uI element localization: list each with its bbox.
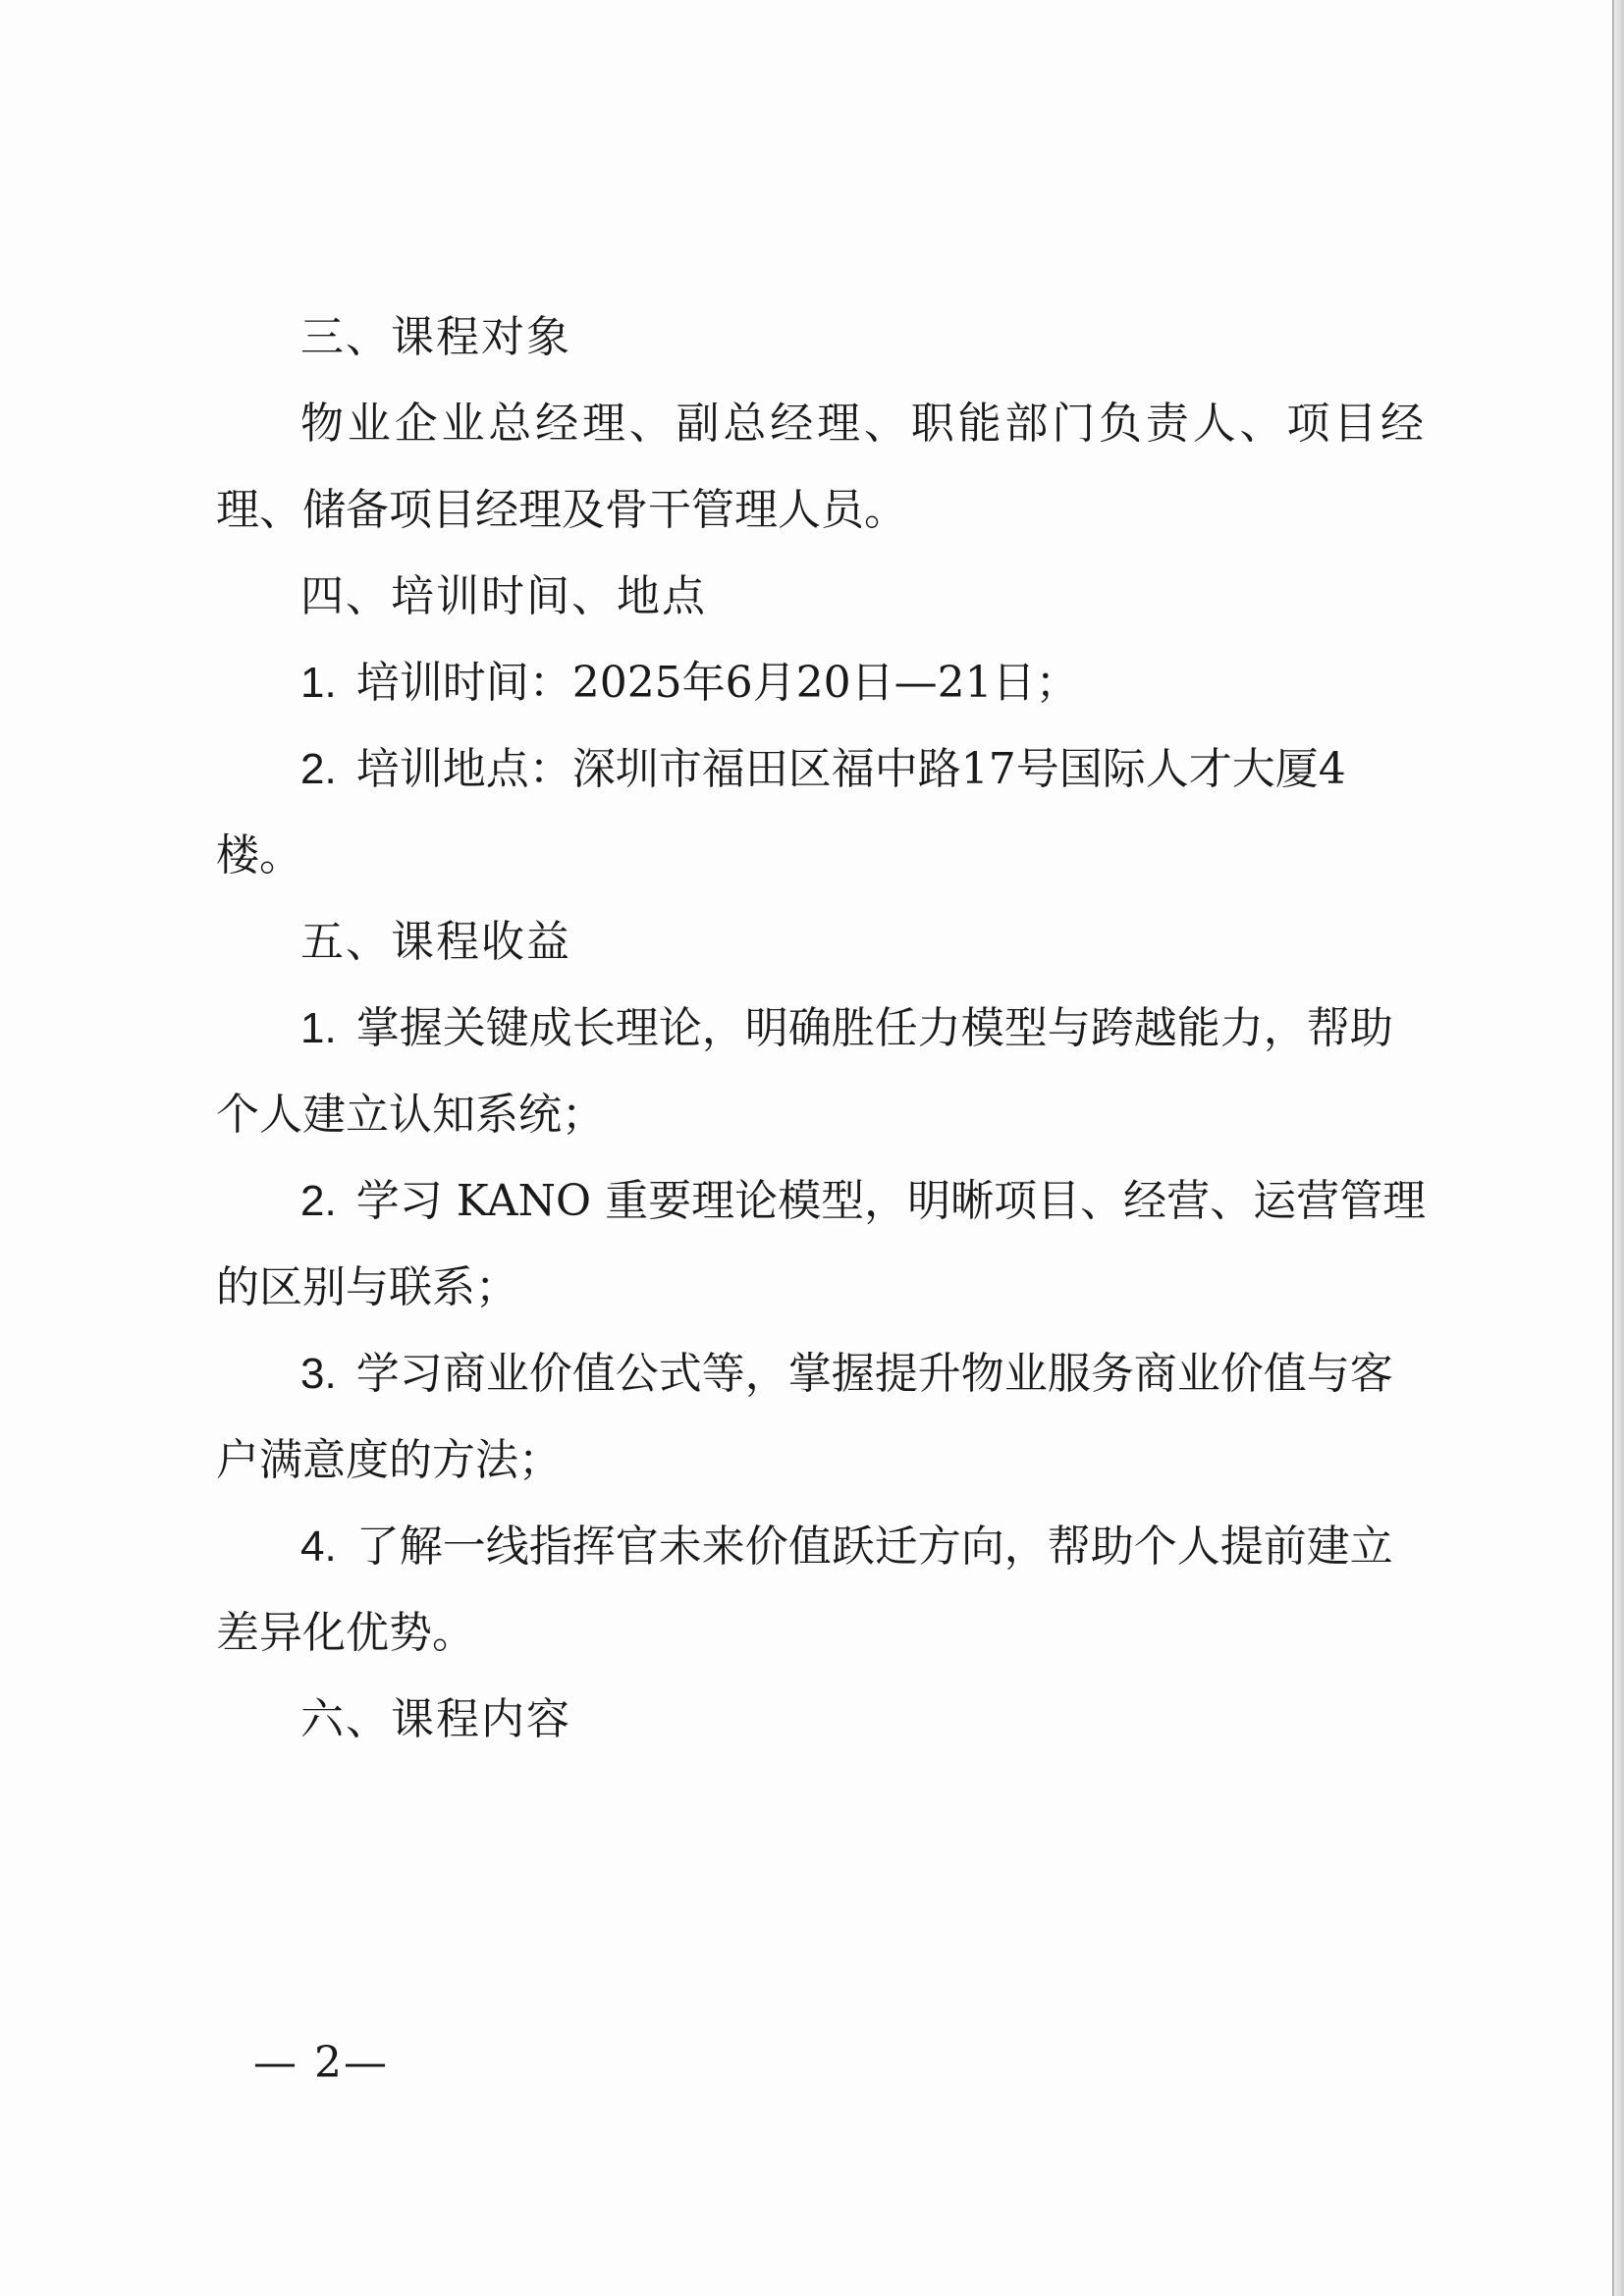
page-edge-line [1612,0,1614,2296]
list-item-text: 了解一线指挥官未来价值跃迁方向，帮助个人提前建立 [355,1522,1393,1572]
list-item-text: 培训地点：深圳市福田区福中路17号国际人才大厦4 [355,744,1346,794]
page-number: — 2— [253,2038,389,2088]
paragraph-audience-line1 [216,381,1424,467]
list-item-benefit-4-line1 [216,1504,1424,1590]
section-heading-course-audience: 三、课程对象 [300,312,571,362]
list-item-benefit-1-line1 [216,986,1424,1072]
list-item-text: 学习 KANO 重要理论模型，明晰项目、经营、运营管理 [355,1176,1427,1226]
paragraph-text: 物业企业总经理、副总经理、职能部门负责人、项目经 [300,399,1424,449]
list-item-number: 1. [300,659,337,707]
section-heading-course-content: 六、课程内容 [300,1694,571,1744]
document-body [216,294,1427,1763]
list-item-number: 3. [300,1350,337,1398]
list-item-text: 掌握关键成长理论，明确胜任力模型与跨越能力，帮助 [355,1003,1393,1053]
list-item-number: 2. [300,1177,337,1225]
list-item-text: 培训时间：2025年6月20日—21日； [355,658,1079,708]
list-item-text: 学习商业价值公式等，掌握提升物业服务商业价值与客 [355,1349,1393,1399]
list-item-benefit-4-line2: 差异化优势。 [216,1608,475,1658]
list-item-benefit-3-line2: 户满意度的方法； [216,1435,562,1485]
section-heading-course-benefits: 五、课程收益 [300,917,571,967]
list-item-training-location-line1 [216,726,1424,813]
list-item-training-time [216,640,1424,726]
list-item-number: 1. [300,1004,337,1052]
paragraph-audience-line2: 理、储备项目经理及骨干管理人员。 [216,485,907,535]
list-item-benefit-3-line1 [216,1331,1424,1417]
list-item-number: 4. [300,1522,337,1571]
list-item-benefit-2-line1 [216,1158,1427,1245]
list-item-benefit-2-line2: 的区别与联系； [216,1262,518,1312]
list-item-benefit-1-line2: 个人建立认知系统； [216,1090,605,1140]
section-heading-time-location: 四、培训时间、地点 [300,571,707,621]
list-item-number: 2. [300,745,337,793]
list-item-training-location-line2: 楼。 [216,830,302,881]
